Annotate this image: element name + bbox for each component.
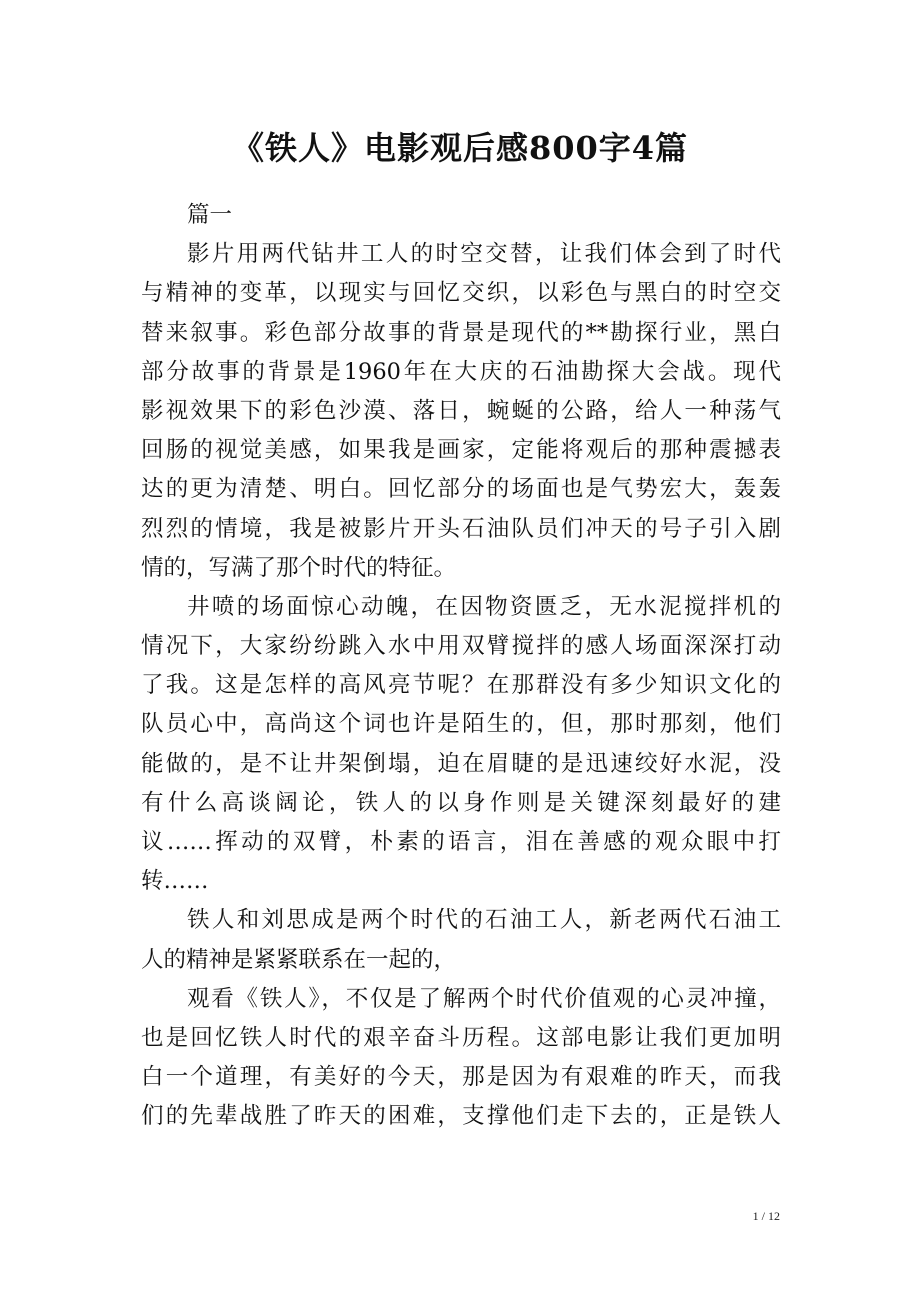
paragraph-line: 达的更为清楚、明白。回忆部分的场面也是气势宏大，轰轰 [141,476,781,503]
paragraph-line: 与精神的变革，以现实与回忆交织，以彩色与黑白的时空交 [141,280,781,307]
paragraph-line: 井喷的场面惊心动魄，在因物资匮乏，无水泥搅拌机的 [187,593,781,620]
document-body [141,196,781,1137]
paragraph-line: 回肠的视觉美感，如果我是画家，定能将观后的那种震撼表 [141,437,781,464]
paragraph-line: 白一个道理，有美好的今天，那是因为有艰难的昨天，而我 [141,1064,781,1091]
page-number: 1 / 12 [752,1209,780,1223]
paragraph-line: 了我。这是怎样的高风亮节呢？在那群没有多少知识文化的 [141,672,781,699]
paragraph-line: 队员心中，高尚这个词也许是陌生的，但，那时那刻，他们 [141,711,781,738]
section-label: 篇一 [187,202,233,228]
paragraph-line: 影片用两代钻井工人的时空交替，让我们体会到了时代 [187,241,781,268]
paragraph-line: 影视效果下的彩色沙漠、落日，蜿蜒的公路，给人一种荡气 [141,397,781,424]
paragraph-line: 们的先辈战胜了昨天的困难，支撑他们走下去的，正是铁人 [141,1103,781,1130]
paragraph-line: 观看《铁人》，不仅是了解两个时代价值观的心灵冲撞， [187,985,781,1012]
paragraph-line: 转…… [141,868,209,895]
document-title: 《铁人》电影观后感800字4篇 [231,129,689,167]
paragraph-line: 部分故事的背景是1960年在大庆的石油勘探大会战。现代 [141,358,781,385]
paragraph-line: 替来叙事。彩色部分故事的背景是现代的**勘探行业，黑白 [141,319,781,346]
paragraph-line: 情的，写满了那个时代的特征。 [141,554,457,581]
paragraph-line: 有什么高谈阔论，铁人的以身作则是关键深刻最好的建 [141,789,781,816]
paragraph-line: 铁人和刘思成是两个时代的石油工人，新老两代石油工 [187,907,781,934]
paragraph-line: 议……挥动的双臂，朴素的语言，泪在善感的观众眼中打 [141,829,781,855]
paragraph-line: 能做的，是不让井架倒塌，迫在眉睫的是迅速绞好水泥，没 [141,750,781,777]
paragraph-line: 也是回忆铁人时代的艰辛奋斗历程。这部电影让我们更加明 [141,1024,781,1051]
paragraph-line: 情况下，大家纷纷跳入水中用双臂搅拌的感人场面深深打动 [141,633,781,660]
paragraph-line: 人的精神是紧紧联系在一起的， [141,946,457,973]
paragraph-line: 烈烈的情境，我是被影片开头石油队员们冲天的号子引入剧 [141,515,781,542]
